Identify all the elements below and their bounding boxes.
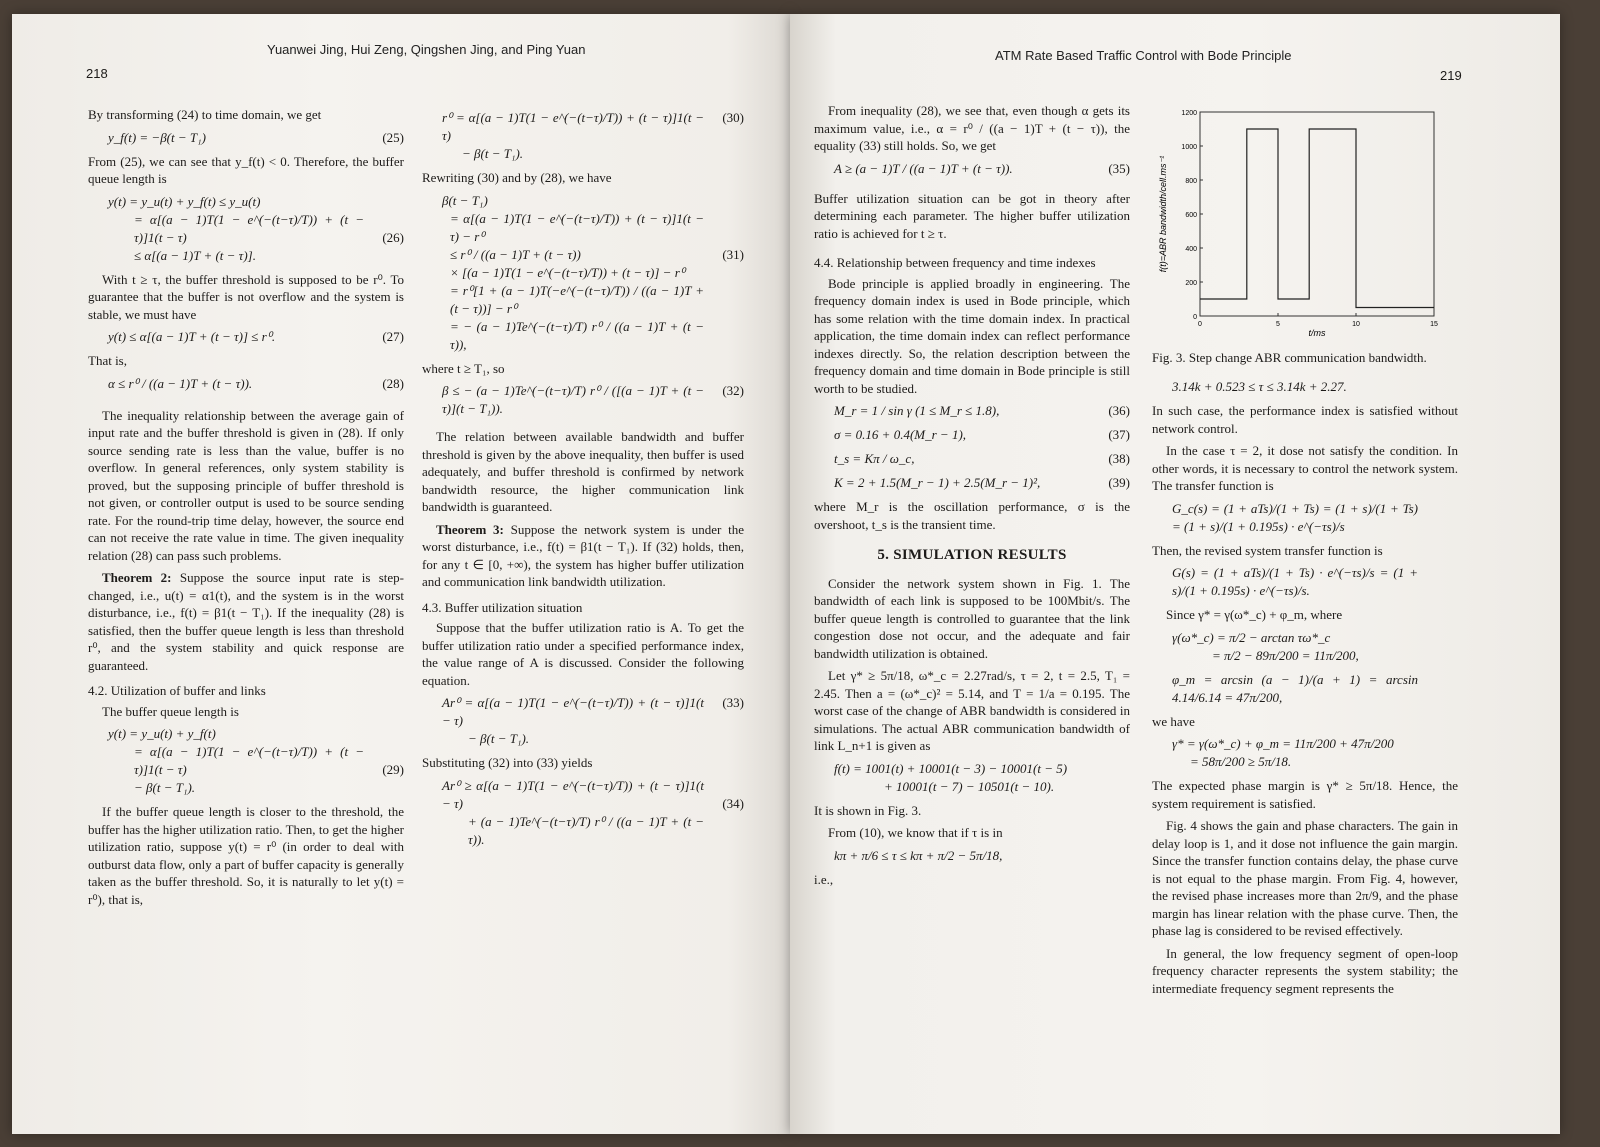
equation-32: β ≤ − (a − 1)Te^(−(t−τ)/T) r⁰ / ([(a − 1)T + (t − τ)](t − T₁)). (32) (442, 383, 744, 416)
x-tick-label: 5 (1276, 321, 1280, 328)
paragraph: It is shown in Fig. 3. (814, 802, 922, 818)
x-axis-label: t/ms (1308, 328, 1326, 338)
theorem-2: Theorem 2: Suppose the source input rate is step-changed, i.e., u(t) = α1(t), and the system is in the worst disturbance, i.e., f(t) = β1(t − T₁). If the inequality (28) is satisfied, then the buffer queue length is less than threshold r⁰, and the system stability and quick response are guaranteed. (88, 570, 405, 673)
paragraph: Let γ* ≥ 5π/18, ω*_c = 2.27rad/s, τ = 2, t = 2.5, T₁ = 2.45. Then a = (ω*_c)² = 5.14, and T = 1/a = 0.195. The worst case of the change of ABR bandwidth is considered in simulations. The actual ABR communication bandwidth of link L_n+1 is given as (814, 668, 1130, 753)
paragraph: Fig. 4 shows the gain and phase characters. The gain in delay loop is 1, and it dose not influence the gain margin. Since the transfer function contains delay, the phase curve is not equal to the phase margin. From Fig. 4, however, the revised phase increases more than 2π/9, and the phase margin has linear relation with the phase curve. Then, the phase lag is considered to be revised effectively. (1152, 818, 1458, 938)
equation-gc: G_c(s) = (1 + aTs)/(1 + Ts) = (1 + s)/(1 + Ts) = (1 + s)/(1 + 0.195s) · e^(−τs)/s (1172, 500, 1418, 534)
paragraph: Substituting (32) into (33) yields (422, 755, 593, 770)
paragraph: Buffer utilization situation can be got in theory after determining each parameter. The higher buffer utilization ratio is achieved for t ≥ τ. (814, 190, 1130, 241)
paragraph: From (10), we know that if τ is in (828, 825, 1003, 840)
equation-g: G(s) = (1 + aTs)/(1 + Ts) · e^(−τs)/s = (1 + s)/(1 + 0.195s) · e^(−τs)/s. (1172, 565, 1418, 598)
left-column-2 (422, 106, 744, 855)
paragraph: i.e., (814, 871, 834, 887)
paragraph: In such case, the performance index is satisfied without network control. (1152, 403, 1458, 436)
y-tick-label: 1200 (1181, 110, 1197, 117)
plot-frame (1200, 112, 1434, 316)
left-page (12, 14, 790, 1134)
page-number: 218 (86, 66, 108, 81)
paragraph: The inequality relationship between the average gain of input rate and the buffer threshold is given in (28). If only source sending rate is less than the value, buffer is no overflow. In general references, only system stability is proved, but the supposing principle of buffer threshold is not given, or controller output is used to be source sending rate. For the round-trip time delay, however, the source end can not receive the rate value in time. The given inequality relation (28) can pass such problems. (88, 407, 404, 563)
page-number: 219 (1440, 68, 1462, 83)
paragraph: That is, (88, 353, 127, 368)
paragraph: Since γ* = γ(ω*_c) + φ_m, where (1166, 607, 1343, 622)
paragraph: With t ≥ τ, the buffer threshold is supposed to be r⁰. To guarantee that the buffer is not overflow and the system is stable, we must have (88, 271, 404, 322)
section-heading-4-2: 4.2. Utilization of buffer and links (88, 683, 266, 698)
x-tick-label: 15 (1430, 321, 1438, 328)
paragraph: The relation between available bandwidth and buffer threshold is given by the above inequality, then buffer is used adequately, and buffer threshold is confirmed by network bandwidth resource, the higher communication link bandwidth is guaranteed. (422, 429, 744, 514)
equation-27: y(t) ≤ α[(a − 1)T + (t − τ)] ≤ r⁰. (27) (108, 329, 404, 344)
equation-28: α ≤ r⁰ / ((a − 1)T + (t − τ)). (28) (108, 375, 404, 391)
equation-29: y(t) = y_u(t) + y_f(t) = α[(a − 1)T(1 − e^(−(t−τ)/T)) + (t − τ)]1(t − τ) − β(t − T₁). (29) (108, 726, 404, 795)
paragraph: Then, the revised system transfer function is (1152, 542, 1383, 558)
running-head: Yuanwei Jing, Hui Zeng, Qingshen Jing, and Ping Yuan (267, 42, 586, 57)
paragraph: From inequality (28), we see that, even though α gets its maximum value, i.e., α = r⁰ / ((a − 1)T + (t − τ)), the equality (33) still holds. So, we get (814, 103, 1130, 153)
x-tick-label: 0 (1198, 321, 1202, 328)
equation-31: β(t − T₁) = α[(a − 1)T(1 − e^(−(t−τ)/T)) + (t − τ)]1(t − τ) − r⁰ ≤ r⁰ / ((a − 1)T + (t − τ)) × [(a − 1)T(1 − e^(−(t−τ)/T)) + (t − τ)] − r⁰ = r⁰[1 + (a − 1)T(−e^(−(t−τ)/T)) / ((a − 1)T + (t − τ))] − r⁰ = − (a − 1)Te^(−(t−τ)/T) r⁰ / ((a − 1)T + (t − τ)), (31) (442, 192, 744, 352)
equation-33: Ar⁰ = α[(a − 1)T(1 − e^(−(t−τ)/T)) + (t − τ)]1(t − τ) − β(t − T₁). (33) (442, 695, 744, 746)
theorem-3: Theorem 3: Suppose the network system is under the worst disturbance, i.e., f(t) = β1(t − T₁). If (32) holds, then, for any t ∈ [0, +∞), the system has higher buffer utilization and communication link bandwidth utilization. (422, 521, 744, 589)
paragraph: In general, the low frequency segment of open-loop frequency character represents the system stability; the intermediate frequency segment represents the (1152, 945, 1458, 996)
equation-38: t_s = Kπ / ω_c, (38) (834, 451, 1130, 466)
paragraph: In the case τ = 2, it dose not satisfy the condition. In other words, it is necessary to control the network system. The transfer function is (1152, 443, 1458, 493)
y-tick-label: 400 (1185, 246, 1197, 253)
equation-k: kπ + π/6 ≤ τ ≤ kπ + π/2 − 5π/18, (834, 847, 1003, 863)
y-tick-label: 0 (1193, 314, 1197, 321)
running-head: ATM Rate Based Traffic Control with Bode Principle (995, 48, 1292, 63)
y-tick-label: 1000 (1181, 144, 1197, 151)
equation-f: f(t) = 1001(t) + 10001(t − 3) − 10001(t − 5) + 10001(t − 7) − 10501(t − 10). (834, 760, 1068, 794)
y-tick-label: 200 (1185, 280, 1197, 287)
paragraph: From (25), we can see that y_f(t) < 0. Therefore, the buffer queue length is (88, 153, 404, 186)
equation-gamma: γ(ω*_c) = π/2 − arctan τω*_c = π/2 − 89π/200 = 11π/200, (1172, 629, 1359, 663)
paragraph: Bode principle is applied broadly in engineering. The frequency domain index is used in Bode principle, which has some relation with the time domain index. In practical application, the time domain index can reflect performance indexes directly. So, the relation description between the frequency domain and time domain in Bode principle is still worth to be studied. (814, 275, 1130, 396)
figure-caption: Fig. 3. Step change ABR communication bandwidth. (1152, 349, 1427, 365)
equation-34: Ar⁰ ≥ α[(a − 1)T(1 − e^(−(t−τ)/T)) + (t − τ)]1(t − τ) + (a − 1)Te^(−(t−τ)/T) r⁰ / ((a − 1)T + (t − τ)). (34) (442, 777, 744, 847)
y-tick-label: 800 (1185, 178, 1197, 185)
equation-37: σ = 0.16 + 0.4(M_r − 1), (37) (834, 427, 1130, 442)
x-tick-label: 10 (1352, 321, 1360, 328)
section-heading-4-3: 4.3. Buffer utilization situation (422, 599, 583, 615)
equation-range: 3.14k + 0.523 ≤ τ ≤ 3.14k + 2.27. (1172, 379, 1347, 394)
right-column-2 (1152, 104, 1458, 1002)
paragraph: where M_r is the oscillation performance, σ is the overshoot, t_s is the transient time. (814, 499, 1130, 532)
equation-30: r⁰ = α[(a − 1)T(1 − e^(−(t−τ)/T)) + (t − τ)]1(t − τ) − β(t − T₁). (30) (442, 110, 744, 161)
paragraph: By transforming (24) to time domain, we get (88, 107, 322, 122)
y-axis-label: f(t)=ABR bandwidth/cell.ms⁻¹ (1158, 155, 1168, 273)
paragraph: where t ≥ T₁, so (422, 360, 505, 376)
paragraph: The expected phase margin is γ* ≥ 5π/18. Hence, the system requirement is satisfied. (1152, 778, 1458, 811)
y-tick-label: 600 (1185, 212, 1197, 219)
equation-gamma-star: γ* = γ(ω*_c) + φ_m = 11π/200 + 47π/200 = 58π/200 ≥ 5π/18. (1172, 736, 1394, 769)
right-column-1 (814, 102, 1130, 893)
figure-3-step-chart (1152, 104, 1458, 340)
paragraph: we have (1152, 713, 1195, 729)
paragraph: Suppose that the buffer utilization ratio is A. To get the buffer utilization ratio under a specified performance index, the value range of A is discussed. Consider the following equation. (422, 620, 744, 688)
left-column-1 (88, 106, 404, 913)
bandwidth-series-line (1200, 129, 1434, 308)
equation-phi: φ_m = arcsin (a − 1)/(a + 1) = arcsin 4.14/6.14 = 47π/200, (1172, 671, 1418, 705)
section-title-simulation: 5. SIMULATION RESULTS (877, 547, 1067, 563)
section-heading-4-4: 4.4. Relationship between frequency and time indexes (814, 255, 1096, 270)
paragraph: If the buffer queue length is closer to the threshold, the buffer has the higher utilization ratio. Then, to get the higher utilization ratio, suppose y(t) = r⁰ (in order to deal with outburst data flow, only a part of buffer capacity is generally taken as the buffer threshold. So, it is naturally to let y(t) = r⁰), that is, (88, 804, 404, 907)
equation-35: A ≥ (a − 1)T / ((a − 1)T + (t − τ)). (35) (834, 160, 1130, 176)
right-page (790, 14, 1560, 1134)
equation-25: y_f(t) = −β(t − T₁) (25) (108, 129, 404, 145)
paragraph: Consider the network system shown in Fig. 1. The bandwidth of each link is supposed to be 100Mbit/s. The buffer queue length is controlled to guarantee that the link congestion dose not occur, and the adequate and fair bandwidth utilization is obtained. (814, 575, 1130, 661)
equation-26: y(t) = y_u(t) + y_f(t) ≤ y_u(t) = α[(a − 1)T(1 − e^(−(t−τ)/T)) + (t − τ)]1(t − τ) ≤ α[(a − 1)T + (t − τ)]. (26) (108, 193, 404, 263)
equation-36: M_r = 1 / sin γ (1 ≤ M_r ≤ 1.8), (36) (834, 403, 1130, 418)
paragraph: Rewriting (30) and by (28), we have (422, 170, 612, 185)
paragraph: The buffer queue length is (102, 703, 239, 719)
equation-39: K = 2 + 1.5(M_r − 1) + 2.5(M_r − 1)², (39) (834, 475, 1130, 490)
